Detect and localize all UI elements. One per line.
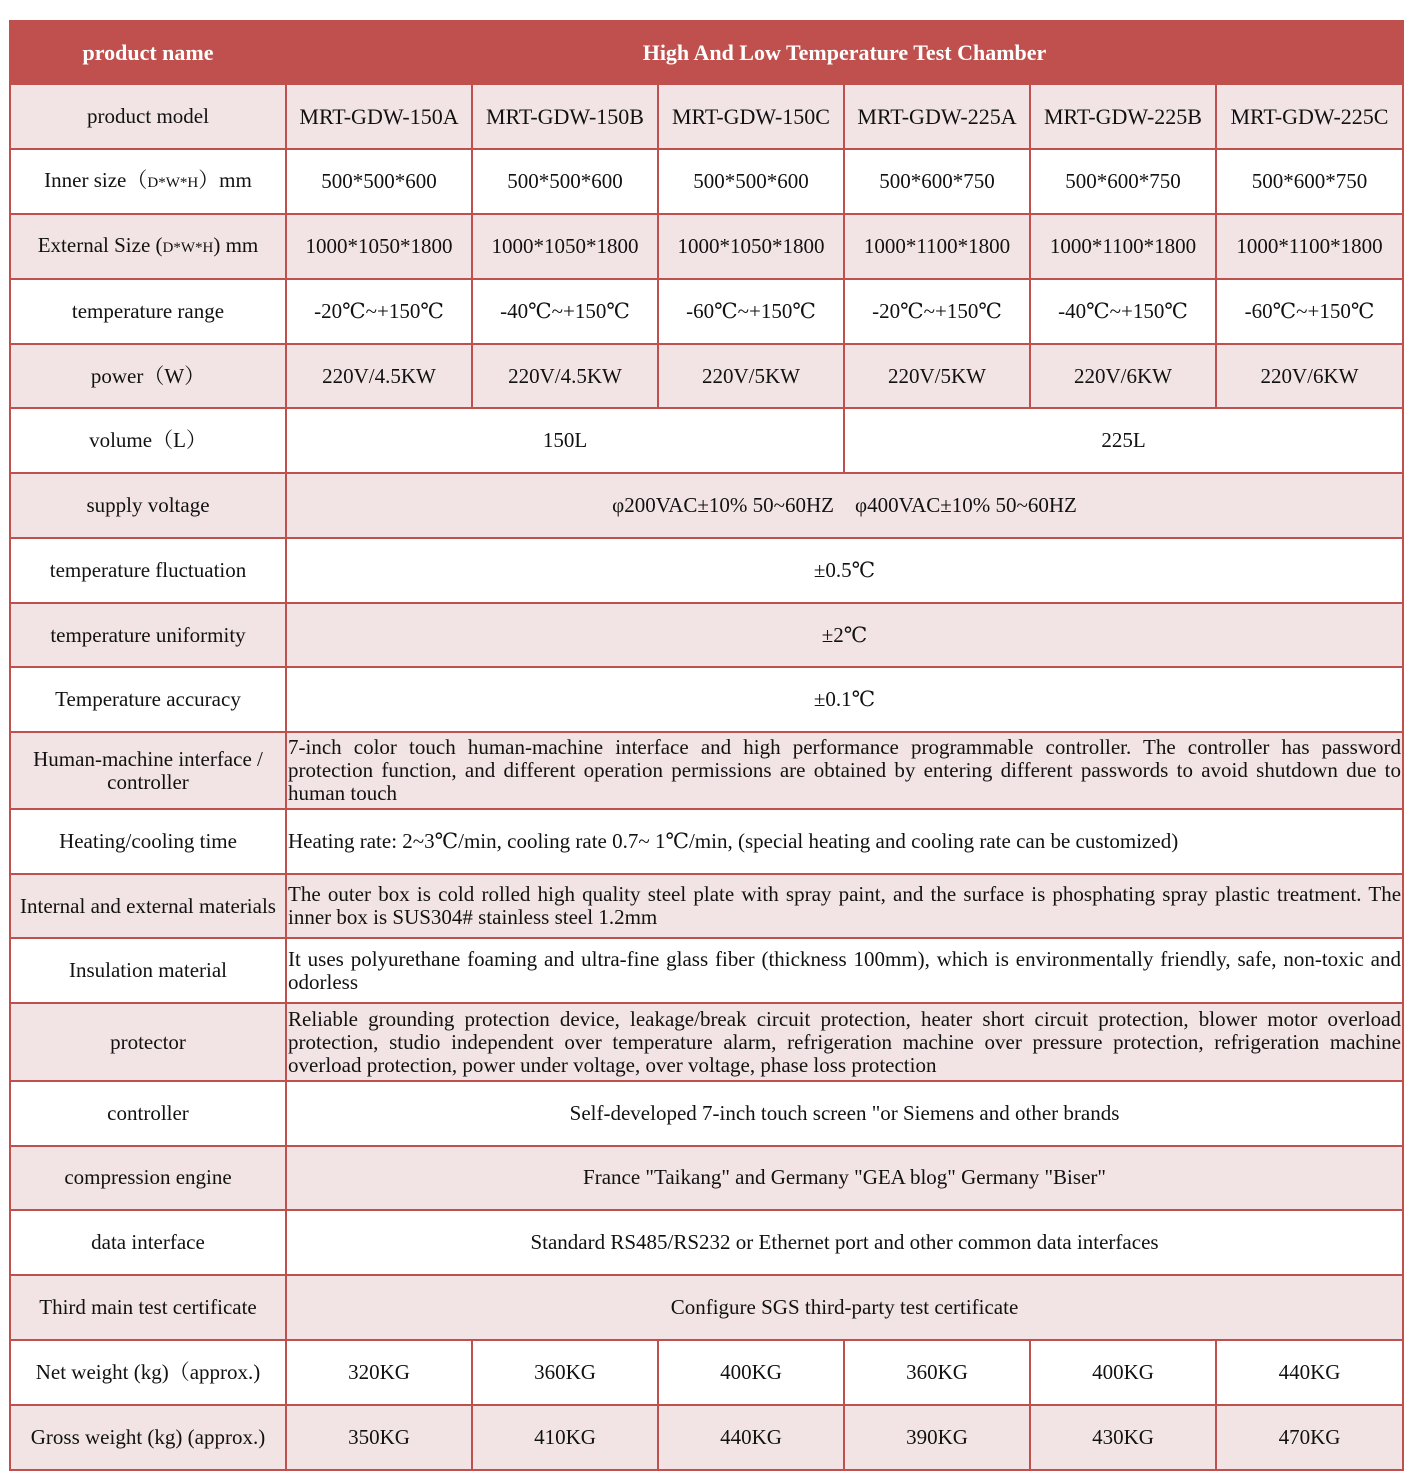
row-controller: [10, 1081, 1403, 1146]
value-cell: 1000*1100*1800: [1030, 214, 1216, 279]
row-label: protector: [10, 1003, 286, 1080]
value-cell: 360KG: [472, 1340, 658, 1405]
value-cell: ±0.5℃: [286, 538, 1403, 603]
value-cell: 1000*1100*1800: [1216, 214, 1403, 279]
row-label: volume（L）: [10, 408, 286, 473]
row-temperature-uniformity: [10, 603, 1403, 667]
value-cell: 500*600*750: [844, 149, 1030, 214]
model-cell: MRT-GDW-225A: [844, 84, 1030, 149]
row-temperature-fluctuation: [10, 538, 1403, 603]
label-text: ）mm: [198, 167, 252, 192]
value-cell: 220V/4.5KW: [472, 344, 658, 408]
value-cell: -60℃~+150℃: [1216, 279, 1403, 344]
value-cell: 430KG: [1030, 1405, 1216, 1470]
row-label: Temperature accuracy: [10, 667, 286, 732]
value-cell: The outer box is cold rolled high quality steel plate with spray paint, and the surface is phosphating spray plastic treatment. The inner box is SUS304# stainless steel 1.2mm: [286, 874, 1403, 938]
row-volume: [10, 408, 1403, 473]
product-title: High And Low Temperature Test Chamber: [286, 21, 1403, 84]
row-label: Net weight (kg)（approx.): [10, 1340, 286, 1405]
row-label: product model: [10, 84, 286, 149]
value-cell: ±0.1℃: [286, 667, 1403, 732]
value-cell: ±2℃: [286, 603, 1403, 667]
value-cell: -60℃~+150℃: [658, 279, 844, 344]
row-compression-engine: [10, 1146, 1403, 1210]
value-cell: Heating rate: 2~3℃/min, cooling rate 0.7~ 1℃/min, (special heating and cooling rate can be customized): [286, 809, 1403, 874]
value-cell: 220V/5KW: [658, 344, 844, 408]
row-label: Insulation material: [10, 938, 286, 1003]
value-cell: Configure SGS third-party test certificate: [286, 1275, 1403, 1340]
value-cell: -40℃~+150℃: [472, 279, 658, 344]
row-heating-cooling: [10, 809, 1403, 874]
value-cell: 7-inch color touch human-machine interface and high performance programmable controller. The controller has password protection function, and different operation permissions are obtained by entering different passwords to avoid shutdown due to human touch: [286, 732, 1403, 809]
value-cell: 1000*1050*1800: [472, 214, 658, 279]
value-cell: Standard RS485/RS232 or Ethernet port and other common data interfaces: [286, 1210, 1403, 1275]
row-label: power（W）: [10, 344, 286, 408]
row-net-weight: [10, 1340, 1403, 1405]
row-label: temperature fluctuation: [10, 538, 286, 603]
row-test-certificate: [10, 1275, 1403, 1340]
value-cell: 500*500*600: [286, 149, 472, 214]
row-materials: [10, 874, 1403, 938]
value-cell: 470KG: [1216, 1405, 1403, 1470]
header-label: product name: [10, 21, 286, 84]
value-cell: 350KG: [286, 1405, 472, 1470]
row-label: compression engine: [10, 1146, 286, 1210]
row-label: Internal and external materials: [10, 874, 286, 938]
value-cell: 440KG: [1216, 1340, 1403, 1405]
value-cell: 400KG: [658, 1340, 844, 1405]
row-gross-weight: [10, 1405, 1403, 1470]
label-text: ) mm: [213, 232, 259, 257]
value-cell: Reliable grounding protection device, leakage/break circuit protection, heater short circuit protection, blower motor overload protection, studio independent over temperature alarm, refrigeration machine over pressure protection, refrigeration machine overload protection, power under voltage, over voltage, phase loss protection: [286, 1003, 1403, 1080]
value-cell: Self-developed 7-inch touch screen "or Siemens and other brands: [286, 1081, 1403, 1146]
row-hmi: [10, 732, 1403, 809]
row-label: Heating/cooling time: [10, 809, 286, 874]
value-cell: 500*500*600: [658, 149, 844, 214]
label-text: Inner size（: [44, 167, 148, 192]
model-cell: MRT-GDW-225C: [1216, 84, 1403, 149]
row-external-size: [10, 214, 1403, 279]
row-label: Human-machine interface / controller: [10, 732, 286, 809]
model-cell: MRT-GDW-150C: [658, 84, 844, 149]
dims-text: D*W*H: [147, 174, 199, 191]
value-cell: -20℃~+150℃: [286, 279, 472, 344]
model-cell: MRT-GDW-150B: [472, 84, 658, 149]
row-power: [10, 344, 1403, 408]
label-text: External Size (: [37, 232, 163, 257]
value-cell: φ200VAC±10% 50~60HZ φ400VAC±10% 50~60HZ: [286, 473, 1403, 538]
row-label: temperature range: [10, 279, 286, 344]
value-cell: 150L: [286, 408, 844, 473]
value-cell: France "Taikang" and Germany "GEA blog" Germany "Biser": [286, 1146, 1403, 1210]
value-cell: 1000*1050*1800: [286, 214, 472, 279]
row-temperature-range: [10, 279, 1403, 344]
row-label: [10, 149, 286, 214]
value-cell: 220V/4.5KW: [286, 344, 472, 408]
value-cell: 360KG: [844, 1340, 1030, 1405]
value-cell: 500*500*600: [472, 149, 658, 214]
value-cell: 500*600*750: [1216, 149, 1403, 214]
row-label: data interface: [10, 1210, 286, 1275]
row-label: supply voltage: [10, 473, 286, 538]
dims-text: D*W*H: [162, 239, 214, 256]
value-cell: 1000*1050*1800: [658, 214, 844, 279]
spec-table: [9, 20, 1404, 1471]
row-insulation: [10, 938, 1403, 1003]
value-cell: 225L: [844, 408, 1403, 473]
value-cell: 220V/5KW: [844, 344, 1030, 408]
value-cell: 320KG: [286, 1340, 472, 1405]
value-cell: 220V/6KW: [1030, 344, 1216, 408]
model-cell: MRT-GDW-150A: [286, 84, 472, 149]
row-label: controller: [10, 1081, 286, 1146]
row-temperature-accuracy: [10, 667, 1403, 732]
row-supply-voltage: [10, 473, 1403, 538]
value-cell: 1000*1100*1800: [844, 214, 1030, 279]
row-product-model: [10, 84, 1403, 149]
value-cell: 440KG: [658, 1405, 844, 1470]
row-data-interface: [10, 1210, 1403, 1275]
value-cell: -20℃~+150℃: [844, 279, 1030, 344]
value-cell: 410KG: [472, 1405, 658, 1470]
value-cell: It uses polyurethane foaming and ultra-fine glass fiber (thickness 100mm), which is environmentally friendly, safe, non-toxic and odorless: [286, 938, 1403, 1003]
value-cell: 400KG: [1030, 1340, 1216, 1405]
model-cell: MRT-GDW-225B: [1030, 84, 1216, 149]
value-cell: -40℃~+150℃: [1030, 279, 1216, 344]
row-protector: [10, 1003, 1403, 1080]
row-label: [10, 214, 286, 279]
row-label: Third main test certificate: [10, 1275, 286, 1340]
value-cell: 390KG: [844, 1405, 1030, 1470]
value-cell: 500*600*750: [1030, 149, 1216, 214]
value-cell: 220V/6KW: [1216, 344, 1403, 408]
header-row: [10, 21, 1403, 84]
row-inner-size: [10, 149, 1403, 214]
row-label: Gross weight (kg) (approx.): [10, 1405, 286, 1470]
row-label: temperature uniformity: [10, 603, 286, 667]
